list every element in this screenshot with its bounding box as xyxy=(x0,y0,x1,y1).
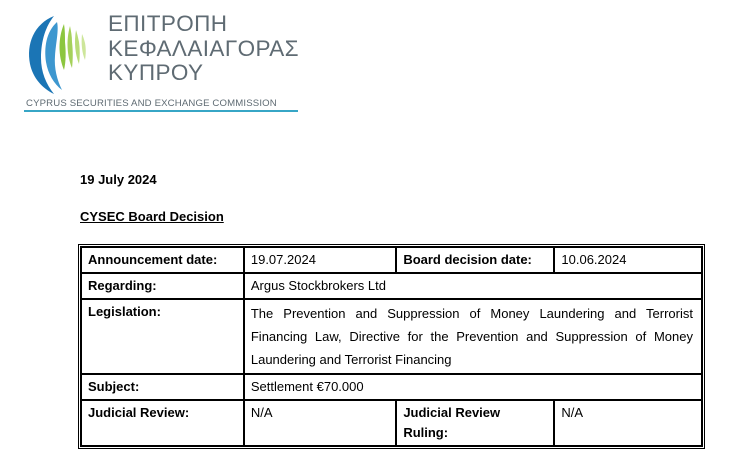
logo-greek-line-1: ΕΠΙΤΡΟΠΗ xyxy=(108,11,228,36)
logo-greek-name xyxy=(108,12,299,86)
table-row-subject xyxy=(81,374,702,400)
regarding-label: Regarding: xyxy=(81,273,244,299)
logo-greek-line-3: ΚΥΠΡΟΥ xyxy=(108,60,204,85)
cysec-swoosh-logo-icon xyxy=(24,12,104,96)
table-row-dates xyxy=(81,247,702,273)
logo-underline-rule xyxy=(24,110,298,112)
board-decision-date-label: Board decision date: xyxy=(396,247,554,273)
table-row-legislation xyxy=(81,299,702,374)
legislation-value: The Prevention and Suppression of Money Laundering and Terrorist Financing Law, Directive for the Prevention and Suppression of Money Laundering and Terrorist Financing xyxy=(244,299,702,374)
cysec-logo xyxy=(24,12,314,112)
table-row-judicial-review xyxy=(81,400,702,446)
logo-english-name: CYPRUS SECURITIES AND EXCHANGE COMMISSION xyxy=(26,98,277,109)
announcement-date-value: 19.07.2024 xyxy=(244,247,396,273)
document-heading: CYSEC Board Decision xyxy=(80,209,224,224)
regarding-value: Argus Stockbrokers Ltd xyxy=(244,273,702,299)
legislation-label: Legislation: xyxy=(81,299,244,374)
logo-greek-line-2: ΚΕΦΑΛΑΙΑΓΟΡΑΣ xyxy=(108,35,299,61)
judicial-review-ruling-value: N/A xyxy=(554,400,702,446)
judicial-review-ruling-label: Judicial Review Ruling: xyxy=(396,400,554,446)
table-row-regarding xyxy=(81,273,702,299)
judicial-review-value: N/A xyxy=(244,400,396,446)
board-decision-date-value: 10.06.2024 xyxy=(554,247,702,273)
document-date: 19 July 2024 xyxy=(80,172,157,187)
subject-value: Settlement €70.000 xyxy=(244,374,702,400)
decision-info-table xyxy=(78,244,705,449)
judicial-review-label: Judicial Review: xyxy=(81,400,244,446)
announcement-date-label: Announcement date: xyxy=(81,247,244,273)
subject-label: Subject: xyxy=(81,374,244,400)
